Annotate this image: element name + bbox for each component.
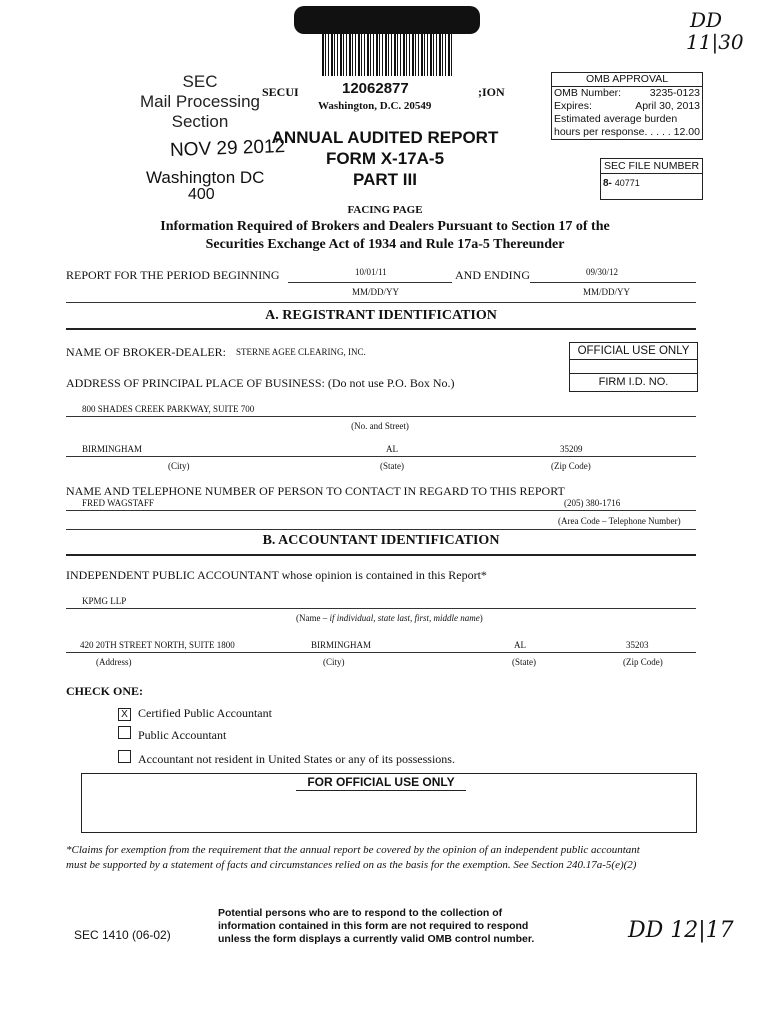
period-begin-value: 10/01/11	[355, 267, 387, 277]
option-pa[interactable]	[118, 726, 226, 743]
section-a-top-rule	[66, 302, 696, 303]
option-nonresident[interactable]	[118, 750, 455, 767]
cpa-checkbox[interactable]: X	[118, 708, 131, 721]
accountant-city: BIRMINGHAM	[311, 640, 372, 650]
official-use-b-label: FOR OFFICIAL USE ONLY	[296, 774, 466, 791]
omb-burden-1: Estimated average burden	[554, 113, 678, 125]
handwritten-top-2: 11|30	[686, 30, 744, 54]
address-label: ADDRESS OF PRINCIPAL PLACE OF BUSINESS: (Do not use P.O. Box No.)	[66, 376, 455, 390]
handwritten-footer: DD 12|17	[628, 918, 734, 943]
sec-file-number-box	[600, 158, 703, 200]
sec-file-prefix: 8-	[603, 178, 612, 189]
street-line	[66, 416, 696, 417]
zip-value: 35209	[560, 444, 583, 454]
period-begin-line	[288, 282, 452, 283]
contact-label: NAME AND TELEPHONE NUMBER OF PERSON TO CONTACT IN REGARD TO THIS REPORT	[66, 484, 565, 498]
nonresident-checkbox[interactable]	[118, 750, 131, 763]
zip-caption: (Zip Code)	[551, 461, 591, 471]
accountant-name-caption	[296, 613, 483, 623]
check-one-label: CHECK ONE:	[66, 684, 144, 698]
agency-address: Washington, D.C. 20549	[318, 100, 432, 112]
omb-expires-label: Expires:	[554, 100, 592, 112]
info-line-1: Information Required of Brokers and Dealers Pursuant to Section 17 of the	[160, 219, 610, 234]
state-caption: (State)	[380, 461, 404, 471]
agency-left: SECUI	[262, 85, 299, 99]
stamp-city: Washington DC	[146, 168, 265, 187]
footnote-line-2: must be supported by a statement of facts and circumstances relied on as the basis for the exemption. See Section 240.17a-5(e)(2)	[66, 859, 637, 871]
facing-page: FACING PAGE	[347, 204, 423, 216]
stamp-line3: Section	[171, 112, 229, 131]
name-caption-suffix: )	[479, 613, 483, 623]
city-caption: (City)	[168, 461, 190, 471]
footnote-line-1: *Claims for exemption from the requirement that the annual report be covered by the opinion of an independent public accountant	[66, 844, 640, 856]
sec-stamp	[140, 72, 260, 132]
omb-approval-box	[551, 72, 703, 140]
official-use-box-b	[81, 773, 697, 833]
handwritten-top: DD	[690, 8, 723, 32]
barcode-number: 12062877	[342, 80, 409, 97]
accountant-label: INDEPENDENT PUBLIC ACCOUNTANT whose opinion is contained in this Report*	[66, 568, 487, 582]
omb-expires-value: April 30, 2013	[635, 100, 700, 112]
accountant-firm: KPMG LLP	[82, 596, 127, 606]
contact-phone: (205) 380-1716	[564, 498, 621, 508]
notice-line-3: unless the form displays a currently valid OMB control number.	[218, 933, 535, 945]
accountant-state-caption: (State)	[512, 657, 536, 667]
accountant-zip-caption: (Zip Code)	[623, 657, 663, 667]
contact-line	[66, 510, 696, 511]
accountant-address-line	[66, 652, 696, 653]
period-begin-label: REPORT FOR THE PERIOD BEGINNING	[66, 268, 280, 282]
report-title: ANNUAL AUDITED REPORT	[271, 128, 499, 147]
form-code: SEC 1410 (06-02)	[74, 928, 171, 942]
omb-burden-2: hours per response. . . . . 12.00	[554, 126, 700, 138]
stamp-line1: SEC	[182, 72, 218, 91]
broker-name-label: NAME OF BROKER-DEALER:	[66, 345, 227, 359]
pa-checkbox[interactable]	[118, 726, 131, 739]
accountant-city-caption: (City)	[323, 657, 345, 667]
notice-line-2: information contained in this form are not required to respond	[218, 920, 529, 932]
state-value: AL	[386, 444, 398, 454]
city-line	[66, 456, 696, 457]
official-use-box	[569, 342, 698, 392]
period-end-label: AND ENDING	[455, 268, 530, 282]
sec-file-value: 40771	[614, 178, 640, 188]
sec-file-title: SEC FILE NUMBER	[601, 159, 702, 174]
official-use-spacer	[570, 360, 697, 374]
accountant-zip: 35203	[626, 640, 649, 650]
part-title: PART III	[353, 170, 417, 189]
omb-title: OMB APPROVAL	[552, 73, 702, 87]
period-end-line	[530, 282, 696, 283]
phone-caption: (Area Code – Telephone Number)	[558, 516, 681, 526]
cpa-label: Certified Public Accountant	[138, 706, 272, 720]
city-value: BIRMINGHAM	[82, 444, 143, 454]
section-a-bottom-rule	[66, 328, 696, 330]
section-b-top-rule	[66, 529, 696, 530]
notice-line-1: Potential persons who are to respond to the collection of	[218, 907, 503, 919]
option-cpa[interactable]	[118, 706, 272, 721]
period-end-format: MM/DD/YY	[583, 287, 631, 297]
omb-number-label: OMB Number:	[554, 87, 622, 99]
sec-file-row	[601, 174, 702, 189]
stamp-date: NOV 29 2012	[169, 135, 286, 162]
nonresident-label: Accountant not resident in United States or any of its possessions.	[138, 752, 455, 766]
accountant-state: AL	[514, 640, 526, 650]
period-begin-format: MM/DD/YY	[352, 287, 400, 297]
official-use-label: OFFICIAL USE ONLY	[570, 343, 697, 360]
barcode	[322, 34, 454, 76]
pa-label: Public Accountant	[138, 728, 227, 742]
omb-number-value: 3235-0123	[649, 87, 700, 99]
stamp-line2: Mail Processing	[140, 92, 260, 111]
name-caption-prefix: (Name –	[296, 613, 330, 623]
name-caption-italic: if individual, state last, first, middle name	[329, 613, 480, 623]
street-caption: (No. and Street)	[351, 421, 409, 431]
section-b-bottom-rule	[66, 554, 696, 556]
omb-number-row	[552, 87, 702, 100]
accountant-address-caption: (Address)	[96, 657, 132, 667]
info-line-2: Securities Exchange Act of 1934 and Rule 17a-5 Thereunder	[205, 237, 565, 252]
firm-id-label: FIRM I.D. NO.	[598, 376, 669, 388]
section-a-title: A. REGISTRANT IDENTIFICATION	[265, 308, 497, 323]
omb-expires-row	[552, 100, 702, 113]
contact-name: FRED WAGSTAFF	[82, 498, 154, 508]
street-value: 800 SHADES CREEK PARKWAY, SUITE 700	[82, 404, 255, 414]
period-end-value: 09/30/12	[586, 267, 619, 277]
section-b-title: B. ACCOUNTANT IDENTIFICATION	[262, 533, 500, 548]
agency-right: ;ION	[478, 85, 505, 99]
accountant-name-line	[66, 608, 696, 609]
stamp-code: 400	[188, 186, 215, 203]
redaction-bar	[294, 6, 480, 34]
broker-name-value: STERNE AGEE CLEARING, INC.	[236, 347, 366, 357]
form-title: FORM X-17A-5	[325, 149, 445, 168]
accountant-address: 420 20TH STREET NORTH, SUITE 1800	[80, 640, 235, 650]
